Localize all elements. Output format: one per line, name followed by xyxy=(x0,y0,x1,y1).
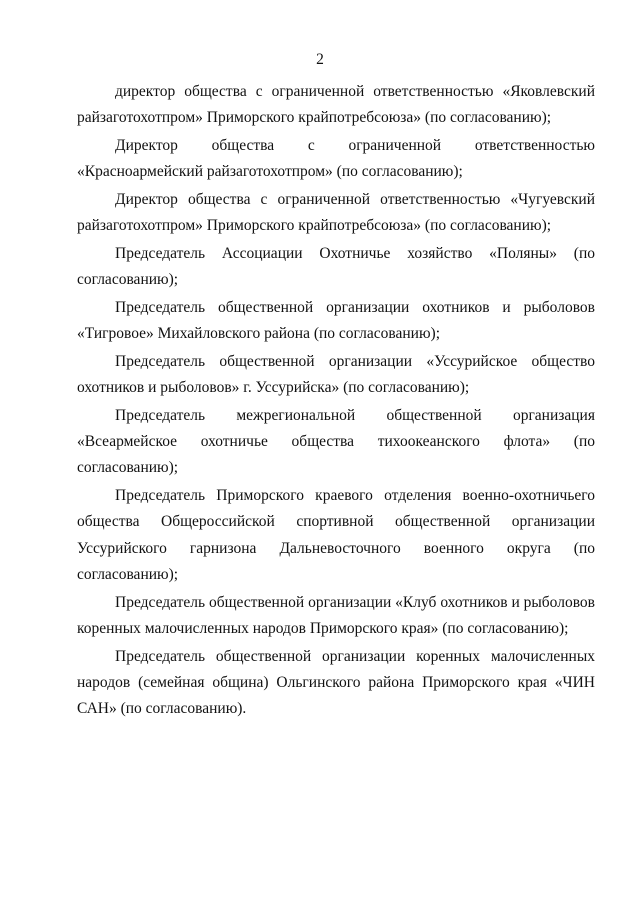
paragraph-military-hunting-society: Председатель Приморского краевого отделения военно-охотничьего общества Общероссийской спортивной общественной организации Уссурийского гарнизона Дальневосточного военного округа (по согласованию); xyxy=(77,487,595,583)
paragraph-chuguevsky-director: Директор общества с ограниченной ответственностью «Чугуевский райзаготохотпром» Приморского крайпотребсоюза» (по согласованию); xyxy=(77,191,595,235)
paragraph-chin-san-community: Председатель общественной организации коренных малочисленных народов (семейная община) Ольгинского района Приморского края «ЧИН САН» (по согласованию). xyxy=(77,647,595,718)
paragraph-pacific-fleet-society: Председатель межрегиональной общественной организация «Всеармейское охотничье общества тихоокеанского флота» (по согласованию); xyxy=(77,407,595,477)
paragraph-krasnoarmeysky-director: Директор общества с ограниченной ответственностью «Красноармейский райзаготохотпром» (по согласованию); xyxy=(77,137,595,181)
paragraph-indigenous-hunters-club: Председатель общественной организации «Клуб охотников и рыболовов коренных малочисленных народов Приморского края» (по согласованию); xyxy=(77,593,595,637)
page-number: 2 xyxy=(316,51,324,68)
paragraph-tigrovoe-organization: Председатель общественной организации охотников и рыболовов «Тигровое» Михайловского района (по согласованию); xyxy=(77,299,595,343)
paragraph-polyany-association: Председатель Ассоциации Охотничье хозяйство «Поляны» (по согласованию); xyxy=(77,245,595,289)
document-body xyxy=(77,79,595,724)
paragraph-ussuriysk-society: Председатель общественной организации «Уссурийское общество охотников и рыболовов» г. Уссурийска» (по согласованию); xyxy=(77,353,595,397)
paragraph-yakovlevsky-director: директор общества с ограниченной ответственностью «Яковлевский райзаготохотпром» Приморского крайпотребсоюза» (по согласованию); xyxy=(77,83,595,127)
